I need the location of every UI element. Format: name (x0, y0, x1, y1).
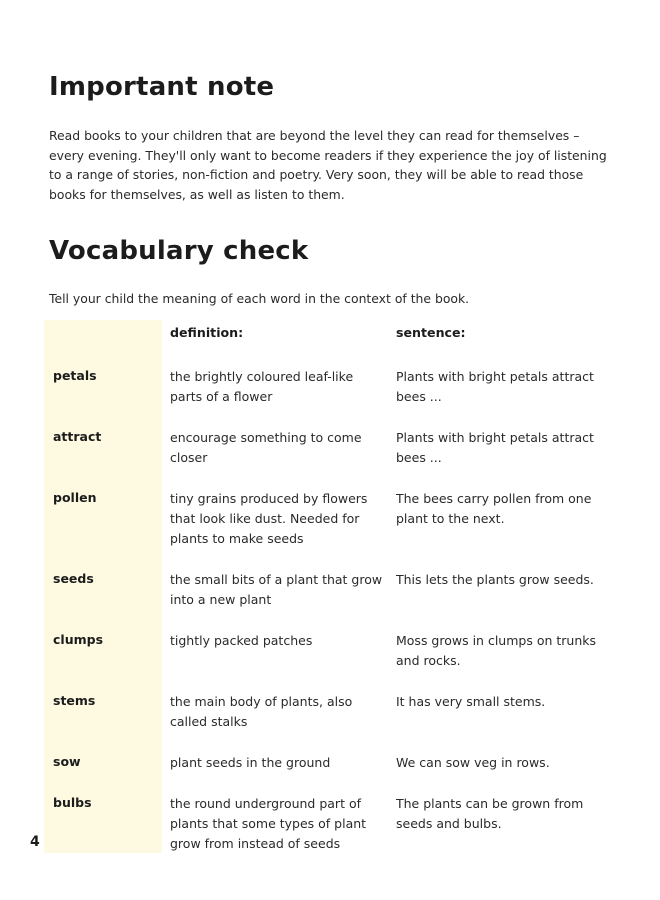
vocab-word: clumps (53, 632, 104, 647)
vocab-sentence: Plants with bright petals attract bees ... (396, 430, 594, 465)
vocab-sentence: This lets the plants grow seeds. (396, 572, 594, 587)
vocabulary-intro: Tell your child the meaning of each word in the context of the book. (49, 291, 470, 306)
vocab-definition: the round underground part of plants that some types of plant grow from instead of seeds (170, 796, 367, 851)
important-note-heading: Important note (49, 72, 275, 102)
vocab-word: seeds (53, 571, 94, 586)
important-note-body: Read books to your children that are beyond the level they can read for themselves – every evening. They'll only want to become readers if they experience the joy of listening to a range of stories, non-fiction and poetry. Very soon, they will be able to read those books for themselves, as well as listen to them. (49, 128, 607, 202)
vocab-sentence: The bees carry pollen from one plant to the next. (396, 491, 592, 526)
vocab-definition: the brightly coloured leaf-like parts of a flower (170, 369, 354, 404)
vocab-definition: tightly packed patches (170, 633, 313, 648)
vocab-definition: the small bits of a plant that grow into a new plant (170, 572, 383, 607)
vocab-word: sow (53, 754, 81, 769)
vocab-definition: tiny grains produced by flowers that look like dust. Needed for plants to make seeds (170, 491, 368, 546)
vocab-sentence: Plants with bright petals attract bees ... (396, 369, 594, 404)
vocab-word: bulbs (53, 795, 92, 810)
page-number: 4 (30, 834, 40, 850)
vocab-definition: the main body of plants, also called stalks (170, 694, 353, 729)
vocab-word: petals (53, 368, 97, 383)
vocabulary-table (44, 320, 614, 853)
vocab-sentence: The plants can be grown from seeds and bulbs. (396, 796, 584, 831)
vocab-definition: encourage something to come closer (170, 430, 362, 465)
vocabulary-check-heading: Vocabulary check (49, 236, 309, 266)
vocab-word: stems (53, 693, 96, 708)
word-column-highlight (44, 320, 162, 853)
vocab-word: attract (53, 429, 102, 444)
vocab-sentence: We can sow veg in rows. (396, 755, 550, 770)
sentence-column-header: sentence: (396, 325, 466, 340)
vocab-word: pollen (53, 490, 97, 505)
vocab-definition: plant seeds in the ground (170, 755, 331, 770)
vocab-sentence: It has very small stems. (396, 694, 546, 709)
vocab-sentence: Moss grows in clumps on trunks and rocks. (396, 633, 596, 668)
definition-column-header: definition: (170, 325, 244, 340)
